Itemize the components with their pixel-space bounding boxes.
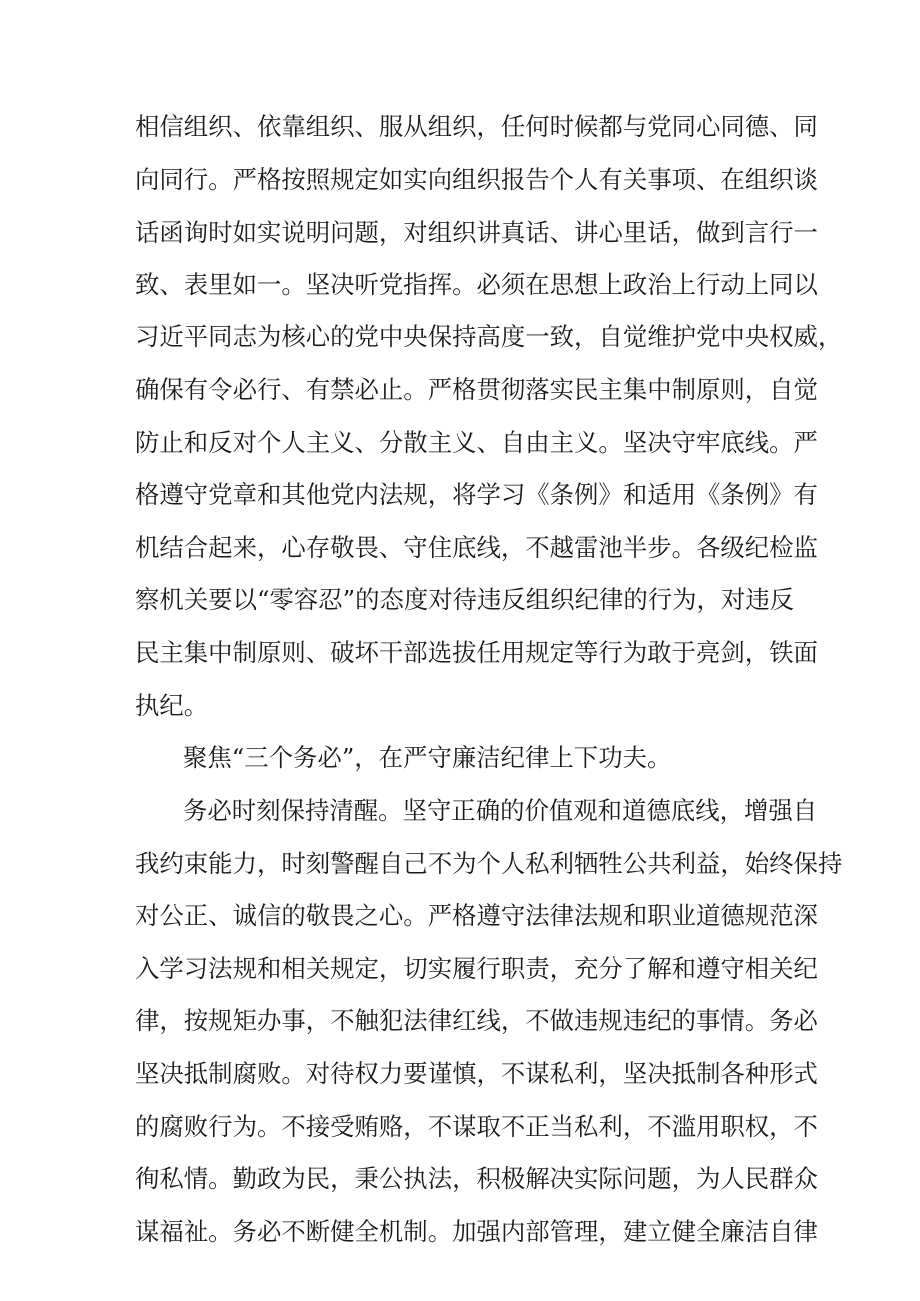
text-line [0,107,920,147]
line-text: 察机关要以“零容忍”的态度对待违反组织纪律的行为，对违反 [135,585,795,614]
text-line [0,528,920,568]
line-text: 民主集中制原则、破坏干部选拔任用规定等行为敢于亮剑，铁面 [135,638,818,667]
text-line [0,1107,920,1147]
line-text: 话函询时如实说明问题，对组织讲真话、讲心里话，做到言行一 [135,218,818,247]
text-line [0,370,920,410]
line-text: 谋福祉。务必不断健全机制。加强内部管理，建立健全廉洁自律 [135,1217,818,1246]
text-line [0,580,920,620]
line-text: 致、表里如一。坚决听党指挥。必须在思想上政治上行动上同以 [135,270,818,299]
text-line [0,791,920,831]
line-text: 防止和反对个人主义、分散主义、自由主义。坚决守牢底线。严 [135,428,818,457]
line-text: 向同行。严格按照规定如实向组织报告个人有关事项、在组织谈 [135,165,818,194]
text-line [0,1001,920,1041]
line-text: 格遵守党章和其他党内法规，将学习《条例》和适用《条例》有 [135,480,818,509]
text-line [0,1212,920,1252]
line-text: 的腐败行为。不接受贿赂，不谋取不正当私利，不滥用职权，不 [135,1112,818,1141]
line-text: 入学习法规和相关规定，切实履行职责，充分了解和遵守相关纪 [135,954,818,983]
text-line [0,265,920,305]
line-text: 对公正、诚信的敬畏之心。严格遵守法律法规和职业道德规范深 [135,901,818,930]
text-line [0,633,920,673]
line-text: 聚焦“三个务必”，在严守廉洁纪律上下功夫。 [183,743,672,772]
line-text: 相信组织、依靠组织、服从组织，任何时候都与党同心同德、同 [135,112,818,141]
text-line [0,686,920,726]
text-line [0,844,920,884]
text-line [0,896,920,936]
text-line [0,1159,920,1199]
section-heading [0,738,920,778]
line-text: 我约束能力，时刻警醒自己不为个人私利牺牲公共利益，始终保持 [135,849,843,878]
line-text: 律，按规矩办事，不触犯法律红线，不做违规违纪的事情。务必 [135,1006,818,1035]
text-line [0,475,920,515]
text-line [0,160,920,200]
line-text: 徇私情。勤政为民，秉公执法，积极解决实际问题，为人民群众 [135,1164,818,1193]
text-line [0,1054,920,1094]
line-text: 务必时刻保持清醒。坚守正确的价值观和道德底线，增强自 [183,796,818,825]
line-text: 坚决抵制腐败。对待权力要谨慎，不谋私利，坚决抵制各种形式 [135,1059,818,1088]
line-text: 机结合起来，心存敬畏、守住底线，不越雷池半步。各级纪检监 [135,533,818,562]
line-text: 执纪。 [135,691,209,720]
text-line [0,213,920,253]
text-line [0,423,920,463]
line-text: 确保有令必行、有禁必止。严格贯彻落实民主集中制原则，自觉 [135,375,818,404]
text-line [0,317,920,357]
text-line [0,949,920,989]
line-text: 习近平同志为核心的党中央保持高度一致，自觉维护党中央权威， [135,322,843,351]
